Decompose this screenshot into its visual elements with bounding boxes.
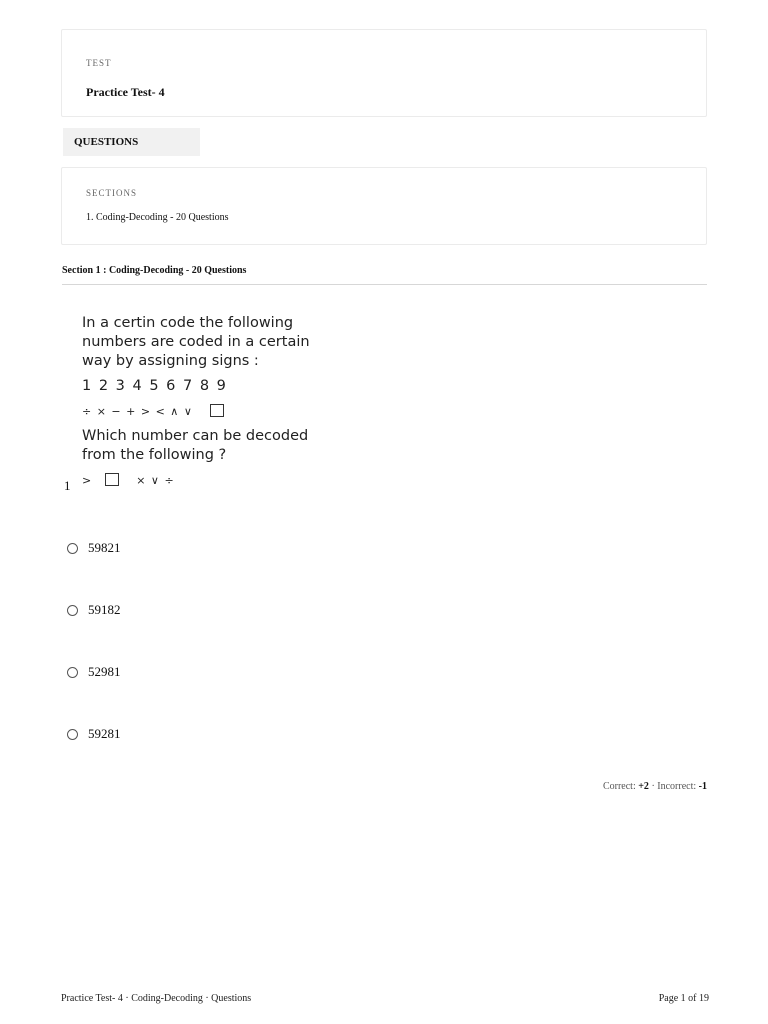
section-divider xyxy=(62,284,707,285)
page-number: Page 1 of 19 xyxy=(658,993,709,1004)
sections-label: SECTIONS xyxy=(86,188,138,198)
sections-card xyxy=(61,167,707,245)
question-signs: ÷ × − + > < ∧ ∨ xyxy=(82,405,193,418)
question-code-row xyxy=(82,473,175,487)
option-label: 59182 xyxy=(88,602,121,617)
question-text-line: In a certin code the following xyxy=(82,315,294,331)
option-label: 59281 xyxy=(88,726,121,741)
marking-scheme xyxy=(603,781,707,792)
question-digits-row: 1 2 3 4 5 6 7 8 9 xyxy=(82,378,228,394)
radio-button[interactable] xyxy=(67,605,78,616)
question-text-line: numbers are coded in a certain xyxy=(82,334,310,350)
option-label: 52981 xyxy=(88,664,121,679)
square-icon xyxy=(105,473,119,486)
section-heading: Section 1 : Coding-Decoding - 20 Questions xyxy=(62,265,247,276)
radio-button[interactable] xyxy=(67,543,78,554)
question-image xyxy=(82,312,322,496)
option-label: 59821 xyxy=(88,540,121,555)
question-signs-row xyxy=(82,404,224,418)
question-number: 1 xyxy=(64,478,71,493)
code-end-symbols: × ∨ ÷ xyxy=(136,474,175,487)
code-start-symbol: > xyxy=(82,474,93,487)
radio-button[interactable] xyxy=(67,667,78,678)
incorrect-label: Incorrect: xyxy=(657,781,697,792)
question-text-line: Which number can be decoded xyxy=(82,428,309,444)
test-label: TEST xyxy=(86,58,112,68)
correct-value: +2 xyxy=(638,781,649,792)
incorrect-value: -1 xyxy=(698,781,707,792)
question-text-line: way by assigning signs : xyxy=(82,353,259,369)
square-icon xyxy=(210,404,224,417)
test-card xyxy=(61,29,707,117)
footer-title: Practice Test- 4 · Coding-Decoding · Questions xyxy=(61,993,252,1004)
radio-button[interactable] xyxy=(67,729,78,740)
section-link-coding-decoding[interactable]: 1. Coding-Decoding - 20 Questions xyxy=(86,212,229,223)
marks-separator: · xyxy=(651,781,655,792)
correct-label: Correct: xyxy=(602,781,636,792)
test-title: Practice Test- 4 xyxy=(86,85,165,99)
tab-questions[interactable]: QUESTIONS xyxy=(63,128,200,156)
question-text-line: from the following ? xyxy=(82,447,227,463)
